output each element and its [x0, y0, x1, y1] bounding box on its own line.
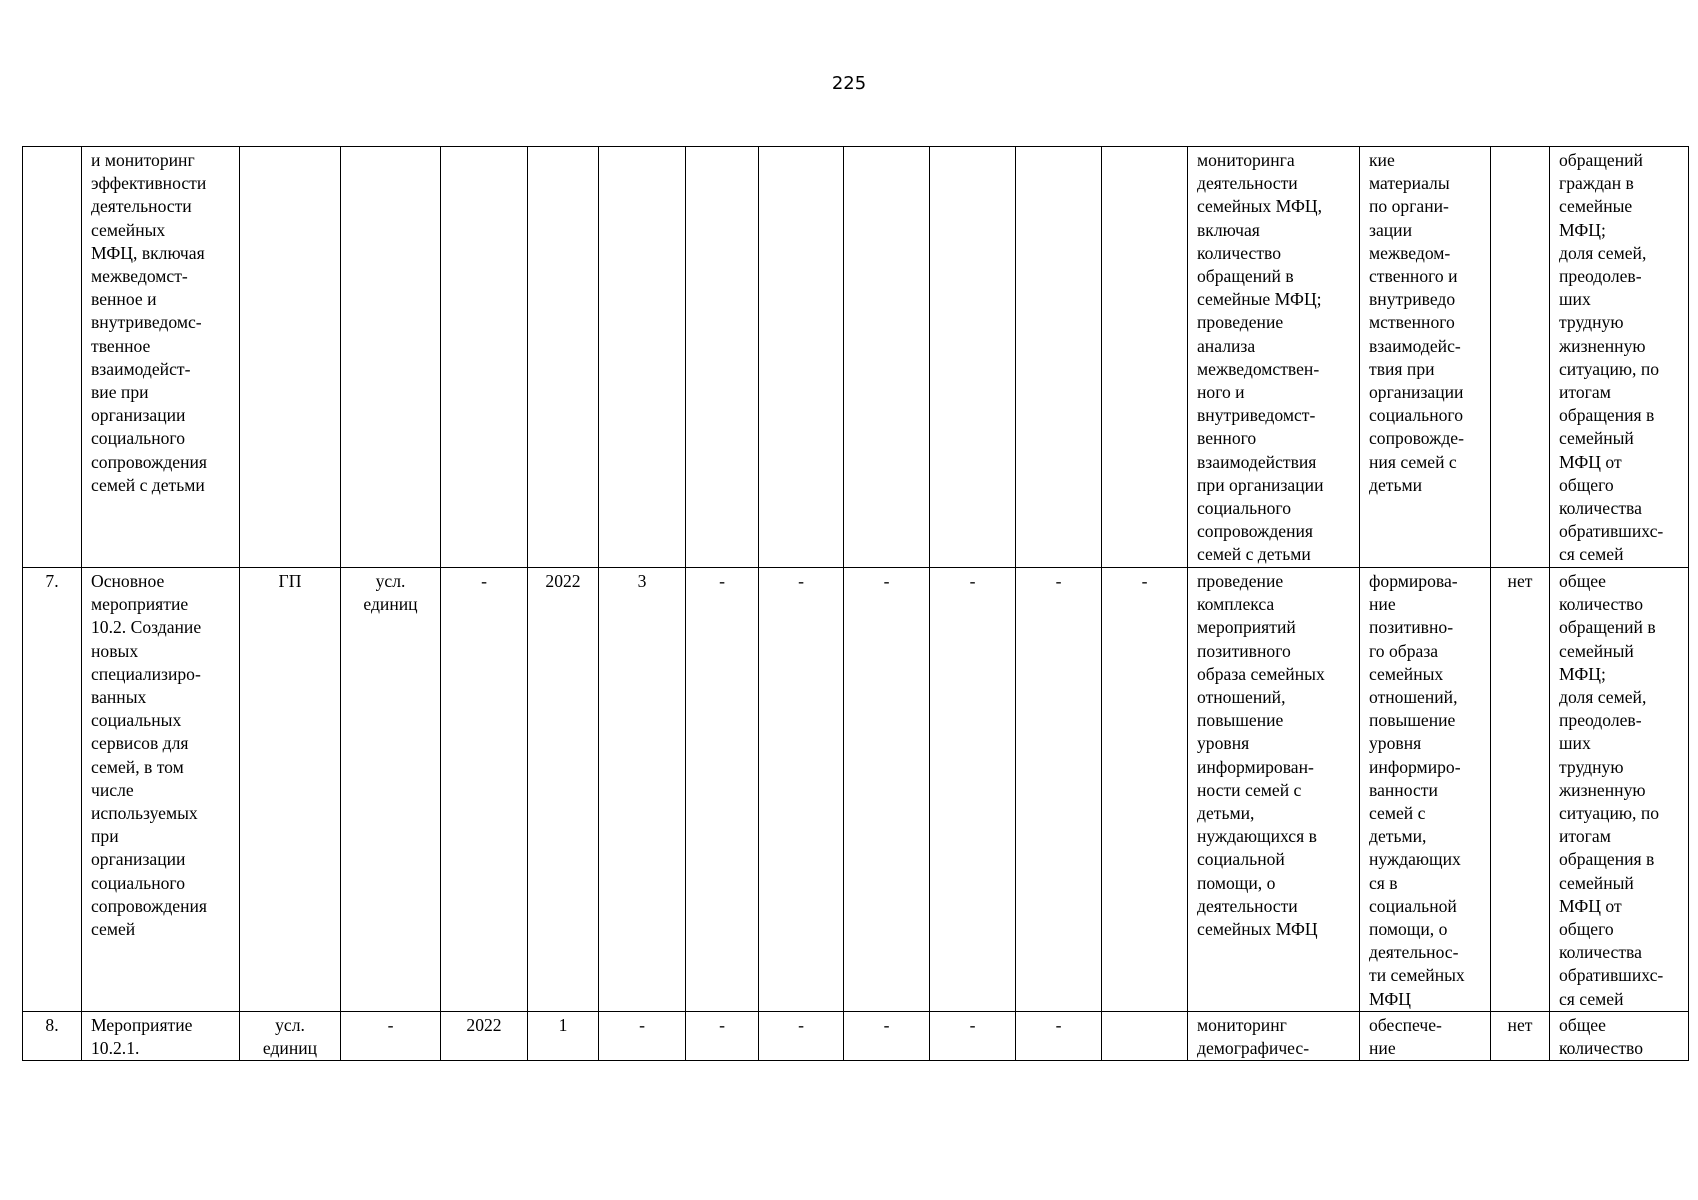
table-cell: - — [341, 1011, 441, 1060]
table-cell: 2022 — [441, 1011, 528, 1060]
table-cell: 1 — [528, 1011, 599, 1060]
expected-result: мониторинга деятельности семейных МФЦ, включая количество обращений в семейные МФЦ; проведение анализа межведомствен- ного и внутриведомст- венного взаимодействия при организации социального сопровождения семей с детьми — [1188, 147, 1360, 568]
row-number: 7. — [23, 568, 82, 1012]
measure-name: Мероприятие 10.2.1. — [82, 1011, 240, 1060]
table-cell — [528, 147, 599, 568]
table-cell: - — [844, 1011, 930, 1060]
risk-cell: нет — [1491, 1011, 1550, 1060]
table-cell: - — [599, 1011, 686, 1060]
table-cell: - — [930, 1011, 1016, 1060]
table-cell: - — [759, 1011, 844, 1060]
table-cell: - — [1016, 1011, 1102, 1060]
table-cell — [759, 147, 844, 568]
table-cell: - — [844, 568, 930, 1012]
table-cell: - — [686, 1011, 759, 1060]
indicator-cell: общее количество — [1550, 1011, 1689, 1060]
table-cell: 2022 — [528, 568, 599, 1012]
row-number — [23, 147, 82, 568]
table-row — [23, 147, 1689, 568]
table-cell: - — [930, 568, 1016, 1012]
table-cell — [686, 147, 759, 568]
risk-cell — [1491, 147, 1550, 568]
table-cell: ГП — [240, 568, 341, 1012]
table-cell — [844, 147, 930, 568]
table-cell: усл. единиц — [240, 1011, 341, 1060]
effect-cell: формирова- ние позитивно- го образа семейных отношений, повышение уровня информиро- ванности семей с детьми, нуждающих ся в социальной помощи, о деятельнос- ти семейных МФЦ — [1360, 568, 1491, 1012]
table-cell — [341, 147, 441, 568]
table-row — [23, 1011, 1689, 1060]
table-cell — [1016, 147, 1102, 568]
table-cell — [240, 147, 341, 568]
row-number: 8. — [23, 1011, 82, 1060]
effect-cell: обеспече- ние — [1360, 1011, 1491, 1060]
table-cell — [441, 147, 528, 568]
expected-result: проведение комплекса мероприятий позитивного образа семейных отношений, повышение уровня информирован- ности семей с детьми, нуждающихся в социальной помощи, о деятельности семейных МФЦ — [1188, 568, 1360, 1012]
measure-name: и мониторинг эффективности деятельности семейных МФЦ, включая межведомст- венное и внутриведомс- твенное взаимодейст- вие при организации социального сопровождения семей с детьми — [82, 147, 240, 568]
effect-cell: кие материалы по органи- зации межведом- ственного и внутриведо мственного взаимодейс- твия при организации социального сопровожде- ния семей с детьми — [1360, 147, 1491, 568]
table-cell — [1102, 147, 1188, 568]
expected-result: мониторинг демографичес- — [1188, 1011, 1360, 1060]
table-cell — [930, 147, 1016, 568]
table-row — [23, 568, 1689, 1012]
measure-name: Основное мероприятие 10.2. Создание новых специализиро- ванных социальных сервисов для семей, в том числе используемых при организации социального сопровождения семей — [82, 568, 240, 1012]
table-cell: - — [686, 568, 759, 1012]
table-cell: - — [1016, 568, 1102, 1012]
table-cell: - — [441, 568, 528, 1012]
indicator-cell: обращений граждан в семейные МФЦ; доля семей, преодолев- ших трудную жизненную ситуацию, по итогам обращения в семейный МФЦ от общего количества обратившихс- ся семей — [1550, 147, 1689, 568]
table-cell: 3 — [599, 568, 686, 1012]
program-table — [22, 146, 1689, 1061]
table-cell — [1102, 1011, 1188, 1060]
table-cell: - — [759, 568, 844, 1012]
indicator-cell: общее количество обращений в семейный МФЦ; доля семей, преодолев- ших трудную жизненную ситуацию, по итогам обращения в семейный МФЦ от общего количества обратившихс- ся семей — [1550, 568, 1689, 1012]
page-number: 225 — [831, 73, 867, 94]
table-cell: - — [1102, 568, 1188, 1012]
table-cell — [599, 147, 686, 568]
table-cell: усл. единиц — [341, 568, 441, 1012]
risk-cell: нет — [1491, 568, 1550, 1012]
